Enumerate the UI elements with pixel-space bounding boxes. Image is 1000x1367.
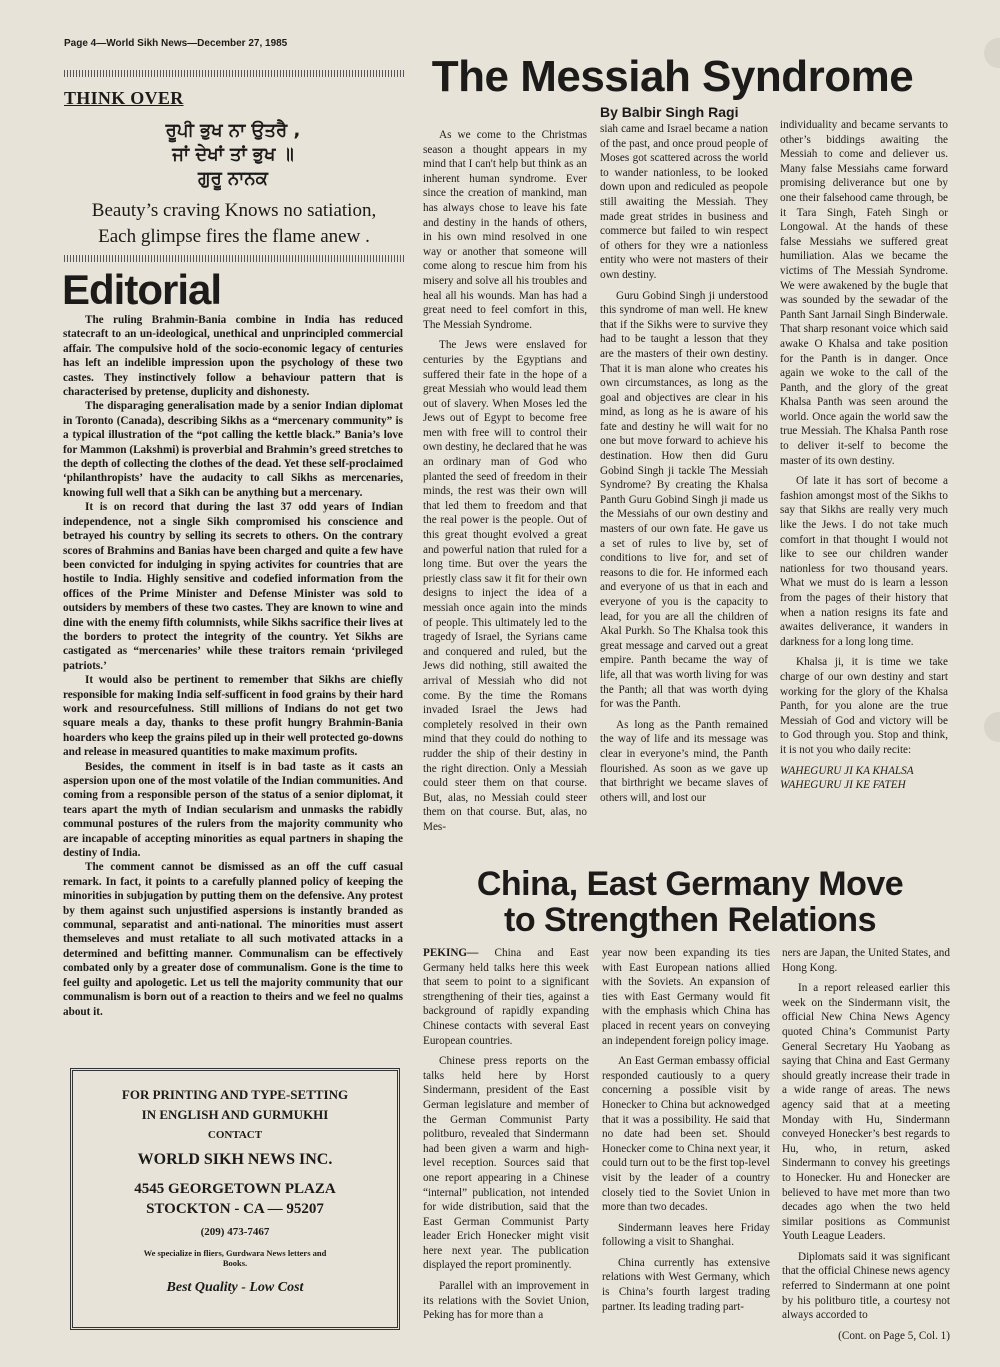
messiah-column-3 [780,118,948,793]
think-over-translation-2: Each glimpse fires the flame anew . [98,226,370,247]
ad-specialize: We specialize in fliers, Gurdwara News letters and Books. [143,1248,327,1268]
editorial-paragraph: The comment cannot be dismissed as an off the cuff casual remark. In fact, it points to a carefully planned policy of keeping the minorities in subjugation by putting them on the defensive. Any protest by them against such unjustified aspersions is instantly branded as communal, separatist and anti-national. The minorities must assert themseleves and must retaliate to all such motivated attacks in a determined and befitting manner. Communalism can be effectively combated only by a greater dose of communalism. Gone is the time to feel guilty and apologetic. Let us tell the majority community that our communalism is born out of a reaction to theirs and we feel no qualms about it. [63,861,403,1018]
closing-line-2: WAHEGURU JI KE FATEH [780,779,906,792]
ad-phone: (209) 473-7467 [200,1226,270,1238]
messiah-paragraph: The Jews were enslaved for centuries by the Egyptians and suffered their fate in the hope of a great Messiah who would lead them out of slavery. When Moses led the Jews out of Egypt to become free men with free will to control their own destiny, he declared that he was an ordinary man of God who planted the seed of freedom in their minds, the rest was their own will that led them to freedom and that the real power is the people. Out of this great thought evolved a great and powerful nation that ruled for a long time. But over the years the priestly class saw it fit for their own designs to inject the idea of a messiah once again into the minds of people. This ultimately led to the tragedy of Israel, the Syrians came and conquered and ruled, but the Jews did nothing, still awaited the arrival of Messiah who did not come. By the time the Romans invaded Israel the Jews had completely resolved in their own mind that they could do nothing to rudder the ship of their destiny in the right direction. Only a Messiah could steer them on that course. But, alas, no Messiah could steer them on that course. But, alas, no Mes- [423,339,587,833]
editorial-paragraph: The disparaging generalisation made by a senior Indian diplomat in Toronto (Canada), describing Sikhs as a “mercenary community” is a typical illustration of the “pot calling the kettle black.” Bania’s love for Mammon (Lakshmi) is proverbial and Brahmin’s greed stretches to the depth of collecting the clothes of the dead. Yet these self-proclaimed ‘philanthropists’ have the audacity to call Sikhs as mercenaries, knowing full well that a Sikh can be anything but a mercenary. [63,400,403,499]
gurmukhi-line-2: ਜਾਂ ਦੇਖਾਂ ਤਾਂ ਭੁਖ ॥ [172,144,294,165]
think-over-title: THINK OVER [64,88,184,108]
china-headline-line-1: China, East Germany Move [476,865,904,903]
china-paragraph: year now been expanding its ties with East European nations allied with the Soviets. An expansion of ties with East Germany would fit with the emphasis which China has placed in recent years on conveying an independent foreign policy image. [602,947,770,1047]
china-paragraph: An East German embassy official responded cautiously to a query concerning a possible visit by Honecker to China but acknowedged that it was a possibility. He said that no date had been set. Should Honecker come to China next year, it could turn out to be the first top-level visit by the leader of a country closely tied to the Soviet Union in more than two decades. [602,1055,770,1214]
china-paragraph: Chinese press reports on the talks held here by Horst Sindermann, president of the East German legislature and member of the German Communist Party politburo, revealed that Sindermann had been given a warm and high-level reception. Sources said that one report appearing in a Chinese “internal” publication, not intended for wide distribution, said that the East German Communist Party leader Erich Honecker might visit here next year. The publication displayed the report prominently. [423,1055,589,1272]
messiah-column-1 [423,128,587,841]
binder-hole [984,38,1000,68]
closing-line-1: WAHEGURU JI KA KHALSA [780,764,914,777]
china-paragraph: Diplomats said it was significant that the official Chinese news agency referred to Sindermann at one point by his politburo title, a courtesy not always accorded to [782,1250,950,1322]
gurmukhi-line-3: ਗੁਰੂ ਨਾਨਕ [198,168,268,189]
messiah-paragraph: Guru Gobind Singh ji understood this syndrome of man well. He knew that if the Sikhs were to survive they had to be taught a lesson that they are the masters of their own destiny. That it is man alone who creates his own circumstances, as long as the goal and objectives are clear in his mind, as long as he is aware of his fate and destiny he will wait for no one but move forward to achieve his destination. How then did Guru Gobind Singh ji tackle The Messiah Syndrome? By creating the Khalsa Panth Guru Gobind Singh ji made us the Messiahs of our own destiny and masters of our own fate. He gave us a set of rules to live by, set of conditions to live for, and set of reasons to die for. He informed each and everyone of us that in each and everyone of you is the capacity to lead, for you are all the children of Akal Purkh. So The Khalsa took this great message and carved out a great empire. Panth became the way of life, all that was worth living for was the Panth; all that was worth dying for was the Panth. [600,289,768,711]
china-headline-line-2: to Strengthen Relations [504,901,876,939]
china-column-3 [782,946,950,1349]
china-paragraph: ners are Japan, the United States, and Hong Kong. [782,947,950,974]
messiah-paragraph: Khalsa ji, it is time we take charge of our own destiny and start working for the glory of the Khalsa Panth, for you alone are the true Messiah of God and victory will be to God through you. Stop and think, it is not you who daily recite: [780,656,948,756]
china-lead: China and East Germany held talks here this week that seem to point to a significant strengthening of their ties, against a background of rapidly expanding Chinese contacts with several East European countries. [423,947,590,1047]
messiah-headline: The Messiah Syndrome [431,52,914,101]
china-paragraph: China currently has extensive relations with West Germany, which is China’s fourth largest trading partner. Its leading trading part- [602,1256,770,1313]
china-paragraph: Sindermann leaves here Friday following a visit to Shanghai. [602,1221,770,1249]
messiah-paragraph: Of late it has sort of become a fashion amongst most of the Sikhs to say that Sikhs are really very much like the Jews. I do not take much comfort in that thought I would not like to see our children wander nationless for two thousand years. What we must do is learn a lesson from the pages of their history that when a nation resigns its fate and awaites deliverance, it wanders in darkness for a long long time. [780,475,948,648]
china-column-2 [602,946,770,1320]
messiah-byline: By Balbir Singh Ragi [600,104,739,120]
think-over-divider [64,255,404,262]
messiah-column-2 [600,122,768,811]
printing-ad [70,1068,400,1330]
messiah-paragraph: As we come to the Christmas season a thought appears in my mind that I can't help but think as an inherent human syndrome. Ever since the creation of mankind, man has always chose to leave his fate and destiny in the hands of others, in his own mind resolved in one way or another that someone will come along to rescue him from his misery and solve all his troubles and heal all his wounds. Man has had a great need to feel comfort in this, The Messiah Syndrome. [423,129,587,331]
continued-note: (Cont. on Page 5, Col. 1) [838,1329,950,1342]
ad-line-1: FOR PRINTING AND TYPE-SETTING [121,1087,349,1102]
china-paragraph: Parallel with an improvement in its relations with the Soviet Union, Peking has for more than a [423,1280,589,1322]
ad-address-1: 4545 GEORGETOWN PLAZA [134,1181,336,1197]
editorial-body [63,313,403,1019]
editorial-paragraph: Besides, the comment in itself is in bad taste as it casts an aspersion upon one of the most volatile of the Indian communities. And coming from a responsible person of the status of a senior diplomat, it tears apart the myth of Indian secularism and unmasks the rabidly communal postures of the rulers from the majority community who are incapable of accepting minorities as equal partners in shaping the destiny of India. [63,760,403,860]
ad-line-2: IN ENGLISH AND GURMUKHI [141,1107,329,1122]
china-headline [430,866,950,938]
editorial-paragraph: It would also be pertinent to remember that Sikhs are chiefly responsible for making India self-sufficent in food grains by their hard work and resourcefulness. Still millions of Indians do not get two square meals a day, thanks to these profit hungry Brahmin-Bania hoarders who keep the grains piled up in their well protected go-downs and release in measured quantities to make maximum profits. [63,674,403,759]
binder-hole [984,712,1000,742]
china-column-1 [423,946,589,1329]
messiah-paragraph: siah came and Israel became a nation of the past, and once proud people of Moses got scattered across the world to wander nationless, to be looked down upon and rediculed as peopole still awaiting the Messiah. They made great strides in business and commerce but failed to win respect of others for they wre a nationless entity who were not masters of their own destiny. [600,123,768,281]
messiah-paragraph: individuality and became servants to other’s biddings awaiting the Messiah to come and deliever us. Many false Messiahs came forward promising deliverance but one by one their falsehood came through, be it Tara Singh, Fateh Singh or Longowal. At the hands of these false Messiahs we suffered great humiliation. Alas we became the victims of The Messiah Syndrome. We were awakened by the bugle that was sounded by the sewadar of the Panth Sant Jarnail Singh Binderwale. That sharp resonant voice which said awake O Khalsa and take position for the Panth is in danger. Once again we woke to the call of the Panth, and the glory of the great Khalsa Panth was seen around the world. Once again the world saw the true Messiah. The Khalsa Panth rose to deliver it-self to become the master of its own destiny. [780,119,948,467]
top-divider [64,70,404,77]
editorial-title: Editorial [62,266,222,313]
ad-contact: CONTACT [207,1129,263,1141]
china-paragraph [423,946,589,1048]
editorial-paragraph: It is on record that during the last 37 odd years of Indian independence, not a single Sikh compromised his conscience and betrayed his country by selling its secrets to others. On the contrary scores of Brahmins and Banias have been charged and quite a few have been convicted for indulging in spying activites for countries that are hostile to India. Highly sensitive and codefied information from the offices of the Prime Minister and Defense Minister was sold to outsiders by members of these two castes. They are known to wine and dine with the enemy fifth columnists, while Sikhs sacrifice their lives at the borders to protect the integrity of the country. Yet Sikhs are castigated as “mercenaries’ while these traitors remain ‘privileged patriots.’ [63,501,403,672]
gurmukhi-line-1: ਰੂਪੀ ਭੁਖ ਨਾ ਉਤਰੈ , [165,120,301,141]
china-dateline: PEKING— [423,947,479,959]
running-head: Page 4—World Sikh News—December 27, 1985 [64,38,288,49]
messiah-paragraph: As long as the Panth remained the way of life and its message was clear in everyone’s mind, the Panth flourished. As soon as we gave up that birthright we became slaves of others will, and lost our [600,718,768,804]
china-paragraph: In a report released earlier this week on the Sindermann visit, the official New China News Agency quoted China’s Communist Party General Secretary Hu Yaobang as saying that China and East Germany should greatly increase their trade in a wide range of areas. The news agency said that at a meeting Monday with Hu, Sindermann conveyed Honecker’s best regards to Hu, who, in return, asked Sindermann to convey his greetings to Honecker. Hu and Honecker are believed to have met more than two decades ago when the two held similar positions as Communist Youth League Leaders. [782,982,950,1243]
ad-address-2: STOCKTON - CA — 95207 [146,1201,324,1217]
editorial-paragraph: The ruling Brahmin-Bania combine in India has reduced statecraft to an un-ideological, unethical and unprincipled commercial affair. The compulsive hold of the socio-economic legacy of centuries has left an indelible impression upon the psychology of these two castes. They instinctively follow a behaviour pattern that is characterised by pretense, duplicity and dishonesty. [63,314,403,399]
think-over-translation-1: Beauty’s craving Knows no satiation, [91,200,377,221]
ad-tagline: Best Quality - Low Cost [166,1280,304,1295]
ad-company: WORLD SIKH NEWS INC. [137,1151,333,1168]
